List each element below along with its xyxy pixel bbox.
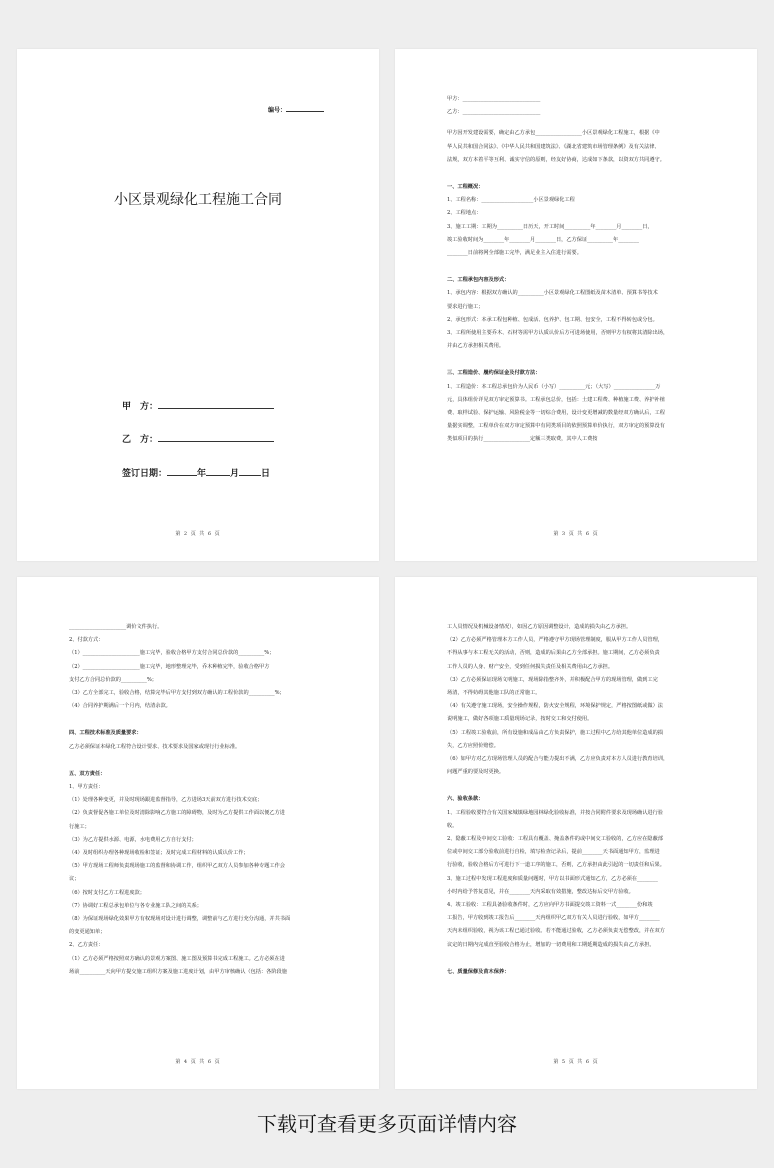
party-a-blank <box>158 399 274 409</box>
text-line: 1、甲方责任： <box>69 784 104 791</box>
text-line: （4）有关遵守施工现场，安全操作规程，防火安全规程，环境保护规定，严格按图纸或做）法 <box>447 703 663 710</box>
text-line: 不得从事与本工程无关的活动，否则，造成的后果由乙方全部承担。施工期间，乙方必须负责 <box>447 650 660 657</box>
party-b-blank <box>158 432 274 442</box>
text-line: （3）乙方全部完工，验收合格，结算完毕后甲方支付到双方确认的工程价款的__________%； <box>69 690 285 697</box>
text-line: （3）为乙方提供水源、电源，水电费用乙方自行支付； <box>69 836 197 843</box>
sign-date-label: 签订日期： <box>122 469 168 479</box>
text-line: 行施工； <box>69 823 90 830</box>
day-blank <box>239 466 261 476</box>
contract-number-blank <box>286 105 324 112</box>
text-line: （8）为保证现场绿化效果甲方有权现场对设计进行调整，调整前与乙方进行充分沟通，并共书面 <box>69 916 291 923</box>
text-line: 量据实调整，工程单价在双方审定预算中有同类项目的依照预算单价执行，双方审定的预算没有 <box>447 423 665 430</box>
text-line: 2、承包形式：本承工程包种植、包成活、包养护、包工期、包安全，工程不得转包或分包。 <box>447 316 658 323</box>
contract-number-label: 编号： <box>267 107 286 114</box>
text-line: 场清，不得妨碍其他施工队的正常施工。 <box>447 690 541 697</box>
text-line: 2、工程地点： <box>447 210 482 217</box>
text-line: ________日前将网全部施工完毕，满足业主入住进行需要。 <box>447 250 582 257</box>
text-line: 1、承包内容：根据双方确认的__________小区景观绿化工程图纸及苗木清单、预算书等技术 <box>447 290 658 297</box>
contract-title: 小区景观绿化工程施工合同 <box>114 192 282 208</box>
text-line: 乙方：______________________________ <box>447 109 541 116</box>
contract-number-row <box>268 105 324 114</box>
text-line: （6）按时支付乙方工程进度款； <box>69 889 145 896</box>
section-heading: 六、验收条款： <box>447 796 484 803</box>
text-line: （4）合同养护期满后一个月内，结清余款。 <box>69 703 171 710</box>
party-a-label: 甲 方： <box>122 402 159 412</box>
party-b-label: 乙 方： <box>122 435 159 445</box>
text-line: 3、工程所使用主要乔木、石材等需甲方认质认价后方可进场使用，否则甲方有权将其清除出场， <box>447 330 669 337</box>
page-body <box>69 621 331 979</box>
text-line: ______________________调价文件执行。 <box>69 624 163 630</box>
text-line: 问题严重的要及时更换。 <box>447 769 505 776</box>
text-line: 元，具体组价详见双方审定预算书。工程承包总价，包括：土建工程费、种植施工费、养护补植 <box>447 396 665 403</box>
day-label: 日 <box>261 469 271 479</box>
text-line: 场前__________天向甲方提交施工组织方案及施工进度计划，由甲方审核确认（包括：各阶段施 <box>69 968 287 975</box>
text-line: 甲方因开发建设需要，确定由乙方承包__________________小区景观绿化工程施工，根据《中 <box>447 130 660 137</box>
text-line: 3、施工过程中发现工程进度和质量问题时，甲方以书面形式通知乙方，乙方必须在________ <box>447 875 658 882</box>
text-line: 工人员情况及机械设备情况），如因乙方原因调整设计，造成的损失由乙方承担。 <box>447 624 632 630</box>
text-line: 华人民共和国合同法》、《中华人民共和国建筑法》、《湖北省建筑市场管理条例》及有关法律、 <box>447 143 660 150</box>
text-line: 竣工验收时间为________年________月________日，乙方保证__________年________ <box>447 236 639 243</box>
text-line: 位或中间交工部分验收前进行自检，填写检查记录后，提前________天书面通知甲方，监理进 <box>447 849 660 856</box>
page-footer: 第 2 页 共 6 页 <box>175 531 221 537</box>
paragraph-gap <box>447 952 709 960</box>
paragraph-gap <box>447 167 709 175</box>
text-line: （6）如甲方对乙方现场管理人员的配合与能力提出不满，乙方应负责对本方人员进行教育培训， <box>447 756 669 763</box>
text-line: 行验收，验收合格后方可进行下一道工序的施工，否则，乙方承担由此引起的一切责任和后果。 <box>447 862 665 869</box>
text-line: 2、付款方式： <box>69 637 104 644</box>
text-line: （2）负责督促各施工单位及时清除影响乙方施工的障碍物，及时为乙方提供工作面以便乙方进 <box>69 810 285 817</box>
contract-page-4 <box>17 577 379 1089</box>
text-line: 甲方：______________________________ <box>447 96 541 102</box>
text-line: 1、工程造价：本工程总承包价为人民币（小写）__________元；（大写）________________万 <box>447 383 661 390</box>
month-blank <box>206 466 230 476</box>
text-line: 1、工程名称：____________________小区景观绿化工程 <box>447 197 575 204</box>
year-label: 年 <box>197 469 207 479</box>
contract-page-5 <box>395 577 757 1089</box>
text-line: 小时内给予答复意见，并在________天内采取有效措施，整改达标后交甲方验收。 <box>447 888 634 895</box>
text-line: 乙方必须保证本绿化工程符合设计要求、技术要求及国家或现行行业标准。 <box>69 743 241 750</box>
text-line: 法规，双方本着平等互利、诚实守信的原则，经友好协商，达成如下条款，以资双方共同遵守。 <box>447 156 665 163</box>
text-line: 3、施工工期：工期为__________日历天，开工时间__________年________月________日， <box>447 223 653 230</box>
section-heading: 五、双方责任： <box>69 770 106 777</box>
section-heading: 一、工程概况： <box>447 184 484 191</box>
text-line: （2）______________________施工完毕，地形整理完毕，乔木种植完毕，验收合格甲方 <box>69 663 270 670</box>
paragraph-gap <box>69 713 331 721</box>
year-blank <box>167 466 197 476</box>
page-body <box>447 621 709 979</box>
text-line: 失，乙方应照价赔偿。 <box>447 742 499 749</box>
paragraph-gap <box>447 119 709 127</box>
sign-date-row <box>122 466 270 479</box>
text-line: 天内未组织验收，视为该工程已通过验收。若不能通过验收，乙方必须负责无偿整改，并在双方 <box>447 928 665 935</box>
party-b-row <box>122 432 274 445</box>
text-line: （1）______________________施工完毕，验收合格甲方支付合同总价款的__________%； <box>69 650 275 657</box>
text-line: （1）处理各种变更，并及时现场跟进监督指导，乙方进场3天前双方进行技术交底； <box>69 797 263 804</box>
text-line: 类似项目的执行__________________定额三类取费，其中人工费按 <box>447 436 598 443</box>
text-line: 的变更通知单； <box>69 929 106 936</box>
text-line: 2、乙方责任： <box>69 942 104 949</box>
section-heading: 四、工程技术标准及质量要求： <box>69 730 142 737</box>
paragraph-gap <box>447 353 709 361</box>
text-line: 费、取样试验、保护运输、风险税金等一切综合费用，设计变更增减的数量经双方确认后，工程 <box>447 410 665 417</box>
text-line: （2）乙方必须严格管理本方工作人员，严格遵守甲方现场管理制度，服从甲方工作人员管理， <box>447 637 663 644</box>
paragraph-gap <box>447 260 709 268</box>
paragraph-gap <box>69 754 331 762</box>
text-line: 收。 <box>447 822 458 829</box>
page-body <box>447 93 709 447</box>
text-line: 说明施工，做好各项施工质量现场记录，按时交工和交付使用。 <box>447 716 593 723</box>
text-line: 议； <box>69 876 80 883</box>
text-line: 工作人员的人身、财产安全，受到任何损失责任及相关费用由乙方承担。 <box>447 663 614 670</box>
contract-page-3 <box>395 49 757 561</box>
text-line: 4、竣工验收：工程具备验收条件时，乙方应向甲方书面提交竣工资料一式________份和竣 <box>447 902 653 909</box>
text-line: （5）工程竣工验收前，所有设施和成品由乙方负责保护，施工过程中乙方给其他单位造成的损 <box>447 729 663 736</box>
text-line: 工报告，甲方收到竣工报告后________天内组织甲乙双方有关人员进行验收，如甲方________ <box>447 915 660 922</box>
section-heading: 二、工程承包内容及形式： <box>447 277 510 284</box>
text-line: （1）乙方必须严格按照双方确认的景观方案图、施工图及预算书完成工程施工。乙方必须在进 <box>69 955 285 962</box>
page-footer: 第 5 页 共 6 页 <box>553 1059 599 1065</box>
text-line: 1、工程验收要符合有关国家城镇绿地园林绿化验收标准，并按合同附件要求及现场确认进行验 <box>447 809 663 816</box>
text-line: 2、隐蔽工程及中间交工验收：工程具有覆盖、掩盖条件的或中间交工验收的，乙方应在隐蔽部 <box>447 836 663 843</box>
text-line: 支付乙方合同总价款的__________%； <box>69 676 157 683</box>
contract-cover-page <box>17 49 379 561</box>
text-line: 并由乙方承担相关费用。 <box>447 343 505 350</box>
text-line: 要求进行施工； <box>447 303 484 310</box>
section-heading: 三、工程造价、履约保证金及付款方法： <box>447 370 541 377</box>
party-a-row <box>122 399 274 412</box>
page-footer: 第 4 页 共 6 页 <box>175 1059 221 1065</box>
section-heading: 七、质量保修及苗木保养： <box>447 968 510 975</box>
page-footer: 第 3 页 共 6 页 <box>553 531 599 537</box>
download-caption: 下载可查看更多页面详情内容 <box>257 1112 517 1136</box>
month-label: 月 <box>230 469 240 479</box>
text-line: （5）甲方现场工程师负责现场施工的监督和协调工作，组织甲乙双方人员参加各种专题工作会 <box>69 863 285 870</box>
text-line: 议定的日期内完成直至验收合格为止，增加的一切费用和工期延期造成的损失由乙方承担。 <box>447 941 655 948</box>
paragraph-gap <box>447 779 709 787</box>
text-line: （4）及时组织办理各种现场收检和签证；及时完成工程材料的认质认价工作； <box>69 850 249 857</box>
text-line: （7）协调好工程总承包单位与各专业施工队之间的关系； <box>69 902 202 909</box>
text-line: （3）乙方必须保证现场文明施工，现场除指整齐外，并积极配合甲方的现场管理，做到工完 <box>447 676 658 683</box>
